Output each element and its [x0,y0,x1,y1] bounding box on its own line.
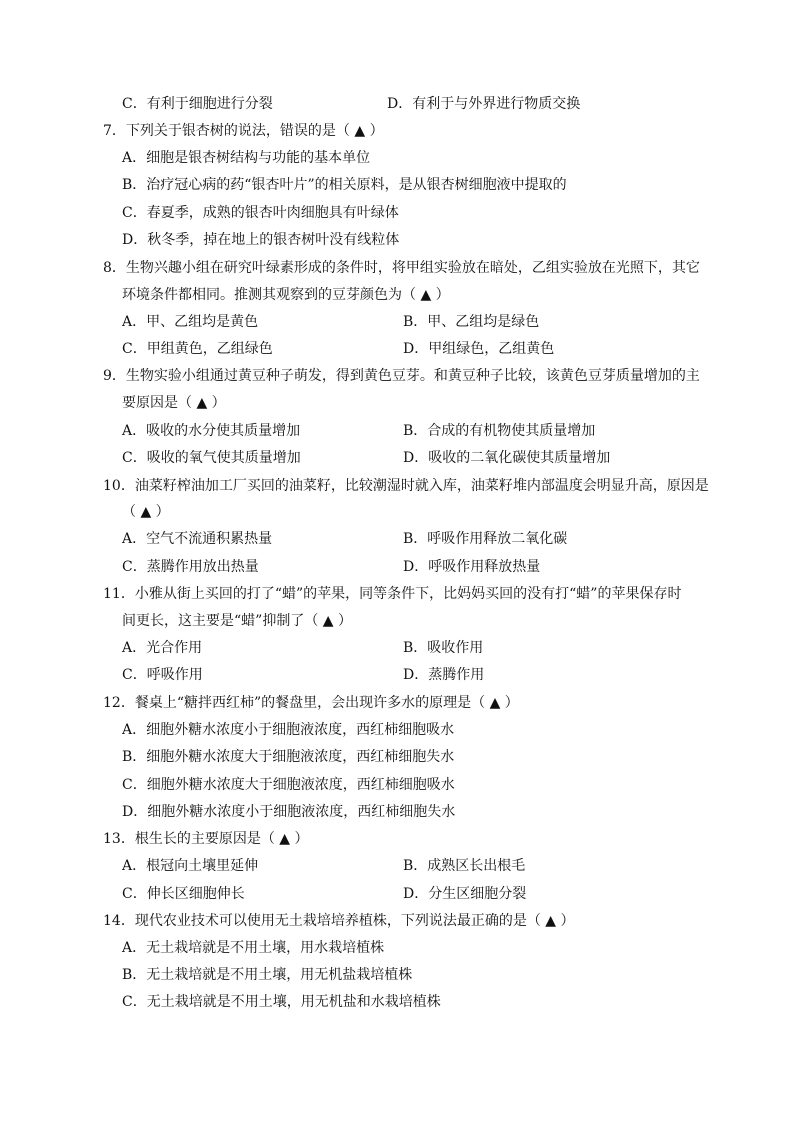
q8-option-c: C．甲组黄色，乙组绿色 [122,341,273,357]
q9-stem: 9．生物实验小组通过黄豆种子萌发，得到黄色豆芽。和黄豆种子比较，该黄色豆芽质量增加的主 [103,368,700,384]
q12-option-a: A．细胞外糖水浓度小于细胞液浓度，西红柿细胞吸水 [122,722,455,738]
q11-option-a: A．光合作用 [122,640,203,656]
q7-option-d: D．秋冬季，掉在地上的银杏树叶没有线粒体 [122,232,400,248]
q10-option-a: A．空气不流通积累热量 [122,531,273,547]
q14-option-a: A．无土栽培就是不用土壤，用水栽培植株 [122,940,385,956]
q12-option-b: B．细胞外糖水浓度大于细胞液浓度，西红柿细胞失水 [122,749,455,765]
q9-option-c: C．吸收的氧气使其质量增加 [122,450,301,466]
q10-option-c: C．蒸腾作用放出热量 [122,559,259,575]
q11-stem-cont: 间更长，这主要是“蜡”抑制了（ ▲ ） [122,613,352,629]
q14-option-c: C．无土栽培就是不用土壤，用无机盐和水栽培植株 [122,994,441,1010]
q13-option-d: D．分生区细胞分裂 [403,886,527,902]
q13-option-a: A．根冠向土壤里延伸 [122,858,259,874]
q10-option-b: B．呼吸作用释放二氧化碳 [403,531,568,547]
q11-option-b: B．吸收作用 [403,640,484,656]
q13-option-c: C．伸长区细胞伸长 [122,886,245,902]
q10-option-d: D．呼吸作用释放热量 [403,559,541,575]
q7-stem: 7．下列关于银杏树的说法，错误的是（ ▲ ） [103,123,384,139]
q9-option-a: A．吸收的水分使其质量增加 [122,423,301,439]
q14-stem: 14．现代农业技术可以使用无土栽培培养植株，下列说法最正确的是（ ▲ ） [103,913,575,929]
q12-option-d: D．细胞外糖水浓度小于细胞液浓度，西红柿细胞失水 [122,804,456,820]
q6-option-d: D．有利于与外界进行物质交换 [387,96,581,112]
q8-option-b: B．甲、乙组均是绿色 [403,314,540,330]
q8-option-a: A．甲、乙组均是黄色 [122,314,259,330]
q8-stem-cont: 环境条件都相同。推测其观察到的豆芽颜色为（ ▲ ） [122,287,450,303]
q9-stem-cont: 要原因是（ ▲ ） [122,395,226,411]
q8-stem: 8．生物兴趣小组在研究叶绿素形成的条件时，将甲组实验放在暗处，乙组实验放在光照下，其它 [103,260,700,276]
q11-option-d: D．蒸腾作用 [403,667,485,683]
q11-stem: 11．小雅从街上买回的打了“蜡”的苹果，同等条件下，比妈妈买回的没有打“蜡”的苹果保存时 [103,586,682,602]
q13-option-b: B．成熟区长出根毛 [403,858,526,874]
q10-stem-cont: （ ▲ ） [122,504,170,520]
q12-option-c: C．细胞外糖水浓度大于细胞液浓度，西红柿细胞吸水 [122,777,455,793]
q6-option-c: C．有利于细胞进行分裂 [122,96,273,112]
q9-option-d: D．吸收的二氧化碳使其质量增加 [403,450,611,466]
q13-stem: 13．根生长的主要原因是（ ▲ ） [103,831,309,847]
q11-option-c: C．呼吸作用 [122,667,203,683]
q7-option-b: B．治疗冠心病的药“银杏叶片”的相关原料，是从银杏树细胞液中提取的 [122,177,567,193]
q8-option-d: D．甲组绿色，乙组黄色 [403,341,555,357]
q12-stem: 12．餐桌上“糖拌西红柿”的餐盘里，会出现许多水的原理是（ ▲ ） [103,695,519,711]
q9-option-b: B．合成的有机物使其质量增加 [403,423,596,439]
q7-option-a: A．细胞是银杏树结构与功能的基本单位 [122,150,371,166]
q10-stem: 10．油菜籽榨油加工厂买回的油菜籽，比较潮湿时就入库，油菜籽堆内部温度会明显升高，原因是 [103,478,709,494]
q14-option-b: B．无土栽培就是不用土壤，用无机盐栽培植株 [122,967,413,983]
q7-option-c: C．春夏季，成熟的银杏叶肉细胞具有叶绿体 [122,205,399,221]
